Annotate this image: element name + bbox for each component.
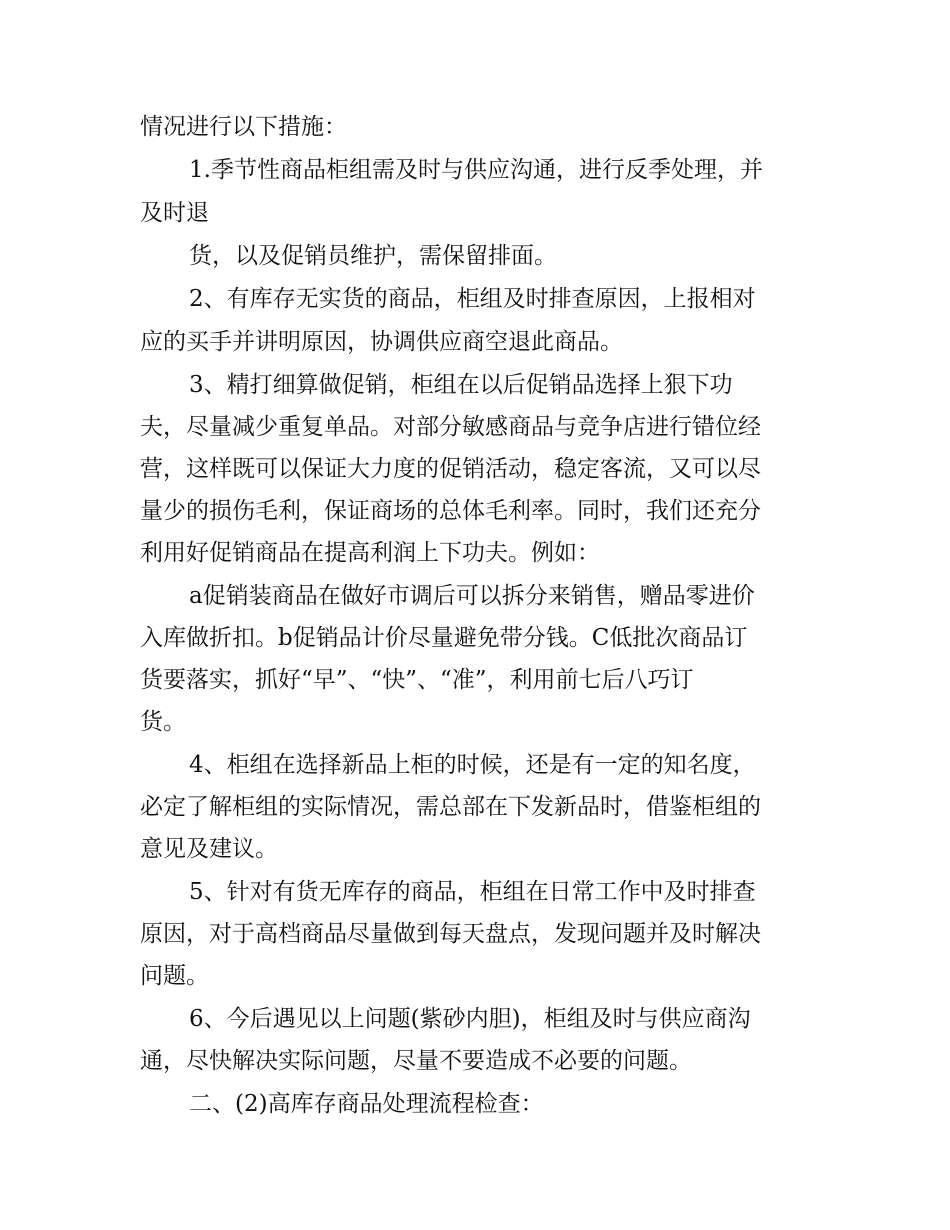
text-line: 应的买手并讲明原因，协调供应商空退此商品。 <box>140 329 623 355</box>
text-line: 通，尽快解决实际问题，尽量不要造成不必要的问题。 <box>140 1048 692 1074</box>
text-line: 货，以及促销员维护，需保留排面。 <box>189 243 557 269</box>
text-line: 量少的损伤毛利，保证商场的总体毛利率。同时，我们还充分 <box>140 498 761 524</box>
text-line: a促销装商品在做好市调后可以拆分来销售，赠品零进价 <box>189 583 755 609</box>
text-line: 5、针对有货无库存的商品，柜组在日常工作中及时排查 <box>189 879 756 905</box>
text-line: 入库做折扣。b促销品计价尽量避免带分钱。C低批次商品订 <box>140 625 748 651</box>
text-line: 3、精打细算做促销，柜组在以后促销品选择上狠下功 <box>189 372 733 398</box>
text-line: 货要落实，抓好“早”、“快”、“准”，利用前七后八巧订 <box>140 667 694 693</box>
text-line: 夫，尽量减少重复单品。对部分敏感商品与竞争店进行错位经 <box>140 414 761 440</box>
text-line: 1.季节性商品柜组需及时与供应沟通，进行反季处理，并 <box>189 157 763 183</box>
text-line: 2、有库存无实货的商品，柜组及时排查原因，上报相对 <box>189 286 756 312</box>
text-line: 问题。 <box>140 963 209 989</box>
text-line: 4、柜组在选择新品上柜的时候，还是有一定的知名度， <box>189 752 756 778</box>
text-line: 6、今后遇见以上问题(紫砂内胆)，柜组及时与供应商沟 <box>189 1006 751 1032</box>
text-line: 情况进行以下措施： <box>140 114 347 140</box>
text-line: 货。 <box>140 709 186 735</box>
text-line: 必定了解柜组的实际情况，需总部在下发新品时，借鉴柜组的 <box>140 794 761 820</box>
text-line: 原因，对于高档商品尽量做到每天盘点，发现问题并及时解决 <box>140 921 761 947</box>
text-line: 意见及建议。 <box>140 836 278 862</box>
text-line: 及时退 <box>140 200 209 226</box>
text-line: 营，这样既可以保证大力度的促销活动，稳定客流，又可以尽 <box>140 456 761 482</box>
section-heading: 二、(2)高库存商品处理流程检查： <box>189 1091 544 1117</box>
text-line: 利用好促销商品在提高利润上下功夫。例如： <box>140 540 600 566</box>
